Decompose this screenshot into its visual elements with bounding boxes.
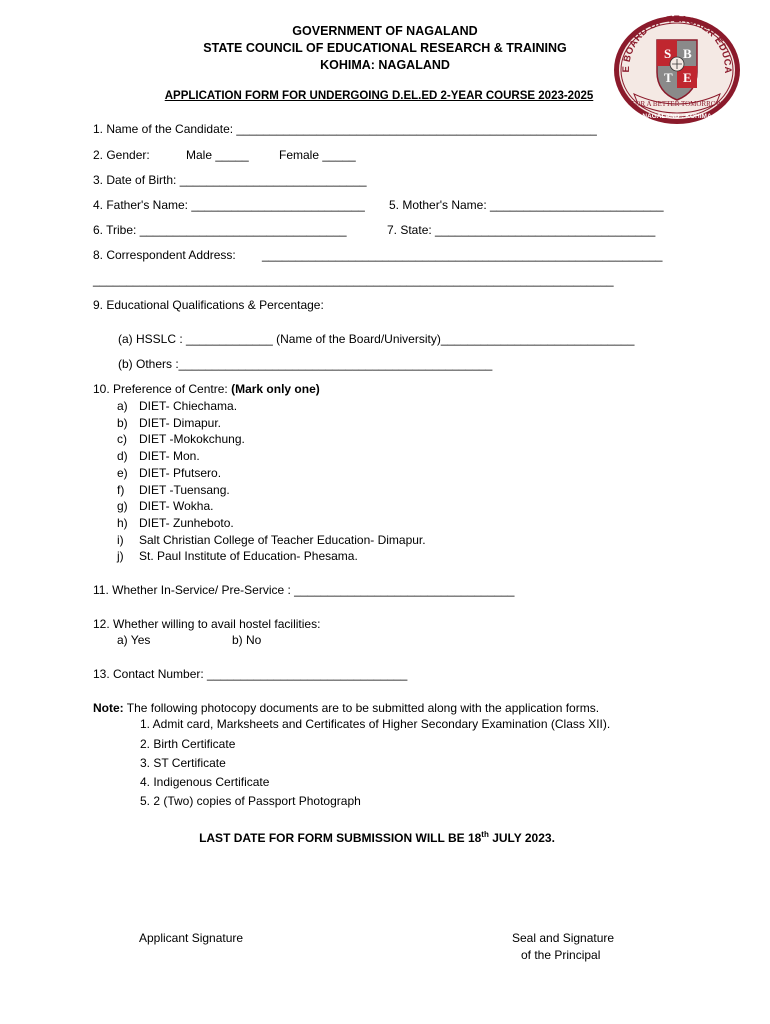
- centre-option-label: DIET- Pfutsero.: [139, 465, 222, 480]
- field-contact-number: 13. Contact Number: ______________________________: [93, 667, 408, 681]
- note-item: 5. 2 (Two) copies of Passport Photograph: [140, 794, 361, 808]
- field-hostel: 12. Whether willing to avail hostel facilities:: [93, 617, 321, 631]
- note-item: 4. Indigenous Certificate: [140, 775, 270, 789]
- centre-option-marker: j): [117, 549, 124, 564]
- note-text: Note: The following photocopy documents are to be submitted along with the application forms.: [93, 701, 600, 715]
- hostel-option-yes: a) Yes: [117, 633, 151, 647]
- seal-logo: [612, 14, 742, 126]
- centre-option: [117, 399, 237, 413]
- centre-option-label: DIET -Tuensang.: [139, 482, 230, 497]
- centre-option: [117, 432, 245, 446]
- centre-option: [117, 549, 358, 563]
- note-item: 1. Admit card, Marksheets and Certificates of Higher Secondary Examination (Class XII).: [140, 717, 611, 731]
- svg-text:T: T: [664, 70, 673, 85]
- svg-text:NAGALAND : KOHIMA: NAGALAND : KOHIMA: [642, 113, 712, 120]
- centre-option-marker: c): [117, 432, 127, 447]
- centre-option: [117, 483, 230, 497]
- centre-option-label: Salt Christian College of Teacher Education- Dimapur.: [139, 532, 426, 547]
- centre-option-label: DIET- Zunheboto.: [139, 515, 234, 530]
- centre-option: [117, 499, 213, 513]
- header-government: GOVERNMENT OF NAGALAND: [292, 24, 478, 38]
- centre-option-label: DIET- Dimapur.: [139, 415, 222, 430]
- principal-signature-label: Seal and Signature: [512, 931, 615, 945]
- applicant-signature-label: Applicant Signature: [139, 931, 244, 945]
- centre-option-label: DIET- Mon.: [139, 449, 200, 464]
- field-centre-preference: 10. Preference of Centre: (Mark only one): [93, 382, 320, 396]
- centre-option-marker: b): [117, 415, 128, 430]
- principal-signature-label-2: of the Principal: [521, 948, 601, 962]
- centre-option-marker: d): [117, 449, 128, 464]
- field-others: (b) Others :_______________________________________________: [118, 357, 493, 371]
- field-address-line: ____________________________________________________________: [262, 248, 663, 262]
- field-education-label: 9. Educational Qualifications & Percentage:: [93, 298, 324, 312]
- svg-text:STATE BOARD OF TEACHER EDUCATI: E BOARD OF TEACHER EDUCA: [620, 14, 734, 74]
- svg-text:B: B: [683, 46, 692, 61]
- centre-option-label: DIET -Mokokchung.: [139, 432, 245, 447]
- svg-text:FOR A BETTER TOMORROW: FOR A BETTER TOMORROW: [631, 100, 723, 108]
- field-tribe: 6. Tribe: _______________________________: [93, 223, 347, 237]
- centre-option-label: DIET- Wokha.: [139, 499, 214, 514]
- submission-deadline: LAST DATE FOR FORM SUBMISSION WILL BE 18th JULY 2023.: [199, 830, 555, 845]
- centre-option: [117, 516, 234, 530]
- field-gender-label: 2. Gender:: [93, 148, 150, 162]
- centre-option: [117, 466, 221, 480]
- field-service-type: 11. Whether In-Service/ Pre-Service : _________________________________: [93, 583, 515, 597]
- centre-option-marker: e): [117, 465, 128, 480]
- field-date-of-birth: 3. Date of Birth: ____________________________: [93, 173, 367, 187]
- centre-option-label: St. Paul Institute of Education- Phesama.: [139, 549, 358, 564]
- centre-option-marker: f): [117, 482, 125, 497]
- field-fathers-name: 4. Father's Name: __________________________: [93, 198, 365, 212]
- form-title: APPLICATION FORM FOR UNDERGOING D.EL.ED 2-YEAR COURSE 2023-2025: [164, 90, 594, 102]
- field-candidate-name: 1. Name of the Candidate: ______________________________________________________: [93, 122, 597, 136]
- field-address-label: 8. Correspondent Address:: [93, 248, 236, 262]
- field-hsslc: (a) HSSLC : _____________ (Name of the Board/University)_____________________________: [118, 332, 635, 346]
- centre-option-marker: a): [117, 399, 128, 413]
- field-gender-female: Female _____: [279, 148, 356, 162]
- centre-option: [117, 416, 221, 430]
- centre-option: [117, 449, 200, 463]
- centre-option: [117, 533, 426, 547]
- field-state: 7. State: _________________________________: [387, 223, 656, 237]
- field-gender-male: Male _____: [186, 148, 249, 162]
- note-item: 3. ST Certificate: [140, 756, 226, 770]
- note-item: 2. Birth Certificate: [140, 737, 236, 751]
- field-mothers-name: 5. Mother's Name: __________________________: [389, 198, 664, 212]
- centre-option-label: DIET- Chiechama.: [139, 399, 238, 413]
- svg-text:S: S: [664, 46, 672, 61]
- centre-option-marker: i): [117, 532, 124, 547]
- centre-option-marker: h): [117, 515, 128, 530]
- centre-option-marker: g): [117, 499, 128, 514]
- hostel-option-no: b) No: [232, 633, 262, 647]
- note-label: Note:: [93, 701, 124, 715]
- svg-text:E: E: [683, 70, 692, 85]
- header-scert: STATE COUNCIL OF EDUCATIONAL RESEARCH & TRAINING: [203, 41, 567, 55]
- header-location: KOHIMA: NAGALAND: [320, 58, 450, 72]
- field-address-line-2: ______________________________________________________________________________: [93, 273, 614, 287]
